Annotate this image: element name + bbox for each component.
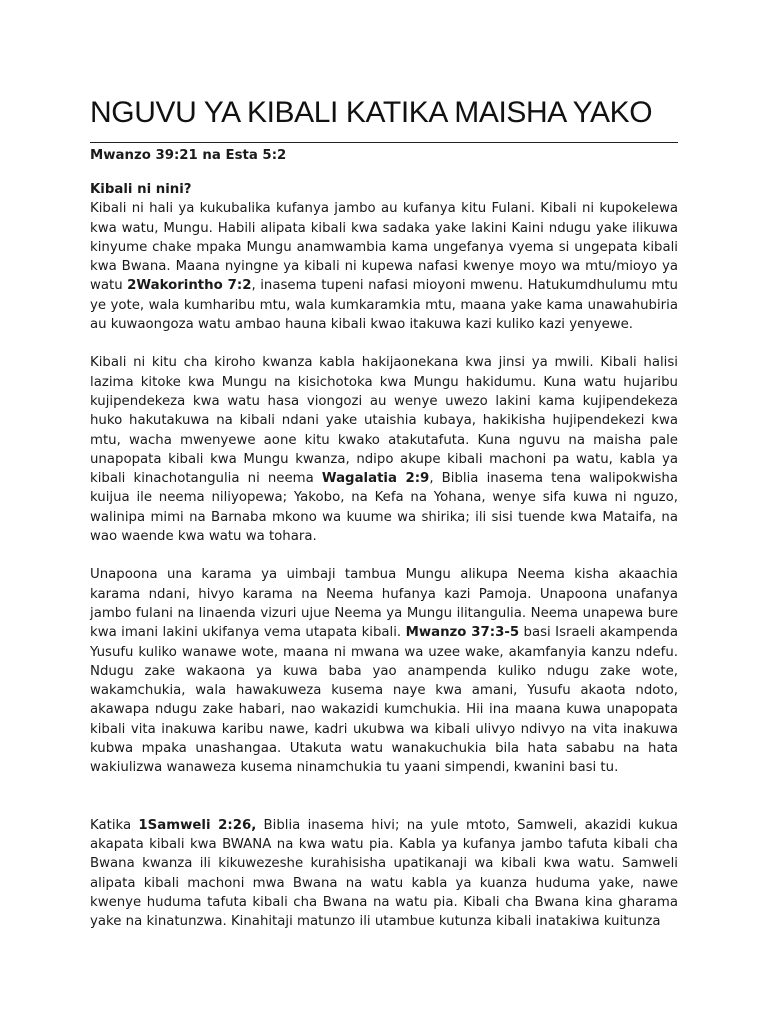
paragraph-text: , Biblia inasema tena walipokwisha kuijua ile neema niliyopewa; Yakobo, na Kefa na Yohana, wenye sifa kuwa ni nguzo, walinipa mimi na Barnaba mkono wa kuume wa shirika; ili sisi tuende kwa Mataifa, na wao waende kwa watu wa tohara. (90, 471, 679, 545)
paragraph-text: Kibali ni kitu cha kiroho kwanza kabla hakijaonekana kwa jinsi ya mwili. Kibali halisi lazima kitoke kwa Mungu na kisichotoka kwa Mungu hakidumu. Kuna watu hujaribu kujipendekeza kwa watu hasa viongozi au wenye uwezo lakini kama kujipendekeza huko hakutakuwa na kibali ndani yake utaishia kubaya, hakikisha hujipendekezi kwa mtu, wacha mwenyewe aone kitu kwako atakutafuta. Kuna nguvu na maisha pale unapopata kibali kwa Mungu kwanza, ndipo akupe kibali machoni pa watu, kabla ya kibali kinachotangulia ni neema (90, 355, 678, 487)
scripture-citation: Wagalatia 2:9 (321, 471, 430, 487)
scripture-citation: Mwanzo 37:3-5 (405, 625, 520, 641)
title-divider (90, 142, 678, 143)
paragraph-text: Unapoona una karama ya uimbaji tambua Mungu alikupa Neema kisha akaachia karama ndani, hivyo karama na Neema hufanya kazi Pamoja. Unapoona unafanya jambo fulani na linaenda vizuri ujue Neema ya Mungu ilitangulia. Neema unapewa bure kwa imani lakini ukifanya vema utapata kibali. (90, 567, 678, 641)
paragraph-4 (90, 816, 678, 932)
paragraph-text: Kibali ni hali ya kukubalika kufanya jambo au kufanya kitu Fulani. Kibali ni kupokelewa kwa watu, Mungu. Habili alipata kibali kwa sadaka yake lakini Kaini ndugu yake ilikuwa kinyume chake mpaka Mungu anamwambia kama ungefanya vyema si ungepata kibali kwa Bwana. Maana nyingne ya kibali ni kupewa nafasi kwenye moyo wa mtu/mioyo ya watu (90, 201, 678, 294)
paragraph-text: Katika (90, 817, 139, 833)
scripture-reference: Mwanzo 39:21 na Esta 5:2 (90, 148, 287, 163)
paragraph-1 (90, 199, 678, 334)
paragraph-text: , inasema tupeni nafasi mioyoni mwenu. Hatukumdhulumu mtu ye yote, wala kumharibu mtu, wala kumkaramkia mtu, maana yake kama unawahubiria au kuwaongoza watu ambao hauna kibali kwao itakuwa kazi kuliko kazi yenyewe. (90, 278, 678, 333)
paragraph-text: basi Israeli akampenda Yusufu kuliko wanawe wote, maana ni mwana wa uzee wake, akamfanyia kanzu ndefu. Ndugu zake wakaona ya kuwa baba yao anampenda kuliko ndugu zake wote, wakamchukia, wala hawakuweza kusema naye kwa amani, Yusufu akaota ndoto, akawapa ndugu zake habari, nao wakazidi kumchukia. Hii ina maana kuwa unapopata kibali vita inakuwa karibu nawe, kadri ukubwa wa kibali ulivyo ndivyo na vita inakuwa kubwa mpaka unashangaa. Utakuta watu wanakuchukia bila hata sababu na hata wakiulizwa wanaweza kusema ninamchukia tu yaani simpendi, kwanini basi tu. (90, 625, 678, 776)
document-body (90, 180, 678, 931)
section-heading: Kibali ni nini? (90, 182, 192, 197)
paragraph-3 (90, 565, 678, 777)
scripture-citation: 2Wakorintho 7:2 (127, 278, 252, 294)
scripture-citation: 1Samweli 2:26, (138, 817, 257, 833)
paragraph-2 (90, 353, 678, 546)
paragraph-text: Biblia inasema hivi; na yule mtoto, Samweli, akazidi kukua akapata kibali kwa BWANA na kwa watu pia. Kabla ya kufanya jambo tafuta kibali cha Bwana kwanza ili kikuwezeshe kurahisisha upatikanaji wa kibali kwa watu. Samweli alipata kibali machoni mwa Bwana na watu kabla ya kuanza huduma yake, nawe kwenye huduma tafuta kibali cha Bwana na watu pia. Kibali cha Bwana kina gharama yake na kinatunzwa. Kinahitaji matunzo ili utambue kutunza kibali inatakiwa kuitunza (90, 817, 678, 930)
page-title: NGUVU YA KIBALI KATIKA MAISHA YAKO (90, 96, 653, 129)
